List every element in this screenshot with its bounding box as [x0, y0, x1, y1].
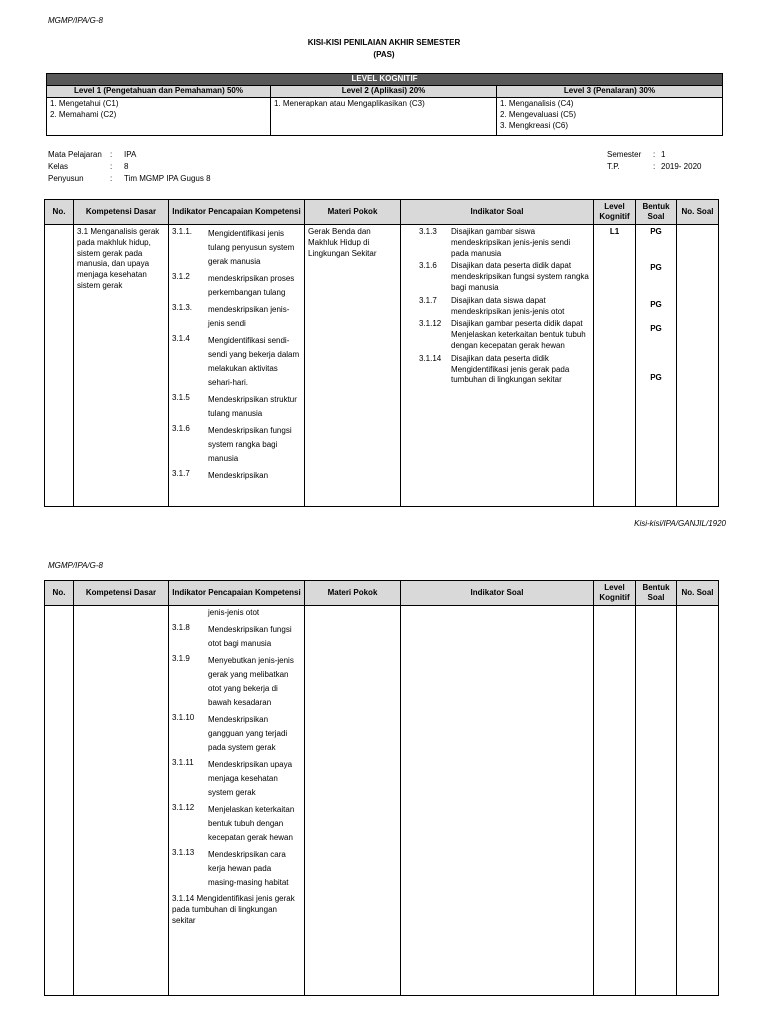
- level-item: 1. Menganalisis (C4): [500, 99, 574, 108]
- ipk-item: 3.1.11 Mendeskripsikan upaya menjaga kesehatan system gerak: [172, 758, 293, 797]
- level-item: 3. Mengkreasi (C6): [500, 120, 569, 130]
- ipk-item: 3.1.6 Mendeskripsikan fungsi system rangka bagi manusia: [172, 424, 292, 463]
- ipk-item: 3.1.8 Mendeskripsikan fungsi otot bagi manusia: [172, 623, 292, 648]
- cell-kompetensi-dasar: [74, 225, 169, 507]
- tp-value: 2019- 2020: [661, 162, 702, 171]
- col-header-nosoal: No. Soal: [677, 581, 719, 606]
- col-header-level: Level Kognitif: [594, 581, 636, 606]
- level-item: 1. Mengetahui (C1): [50, 99, 119, 108]
- ipk-continued: jenis-jenis otot: [208, 608, 260, 617]
- col-header-materi: Materi Pokok: [305, 581, 401, 606]
- col-header-no: No.: [45, 581, 74, 606]
- cell-ipk: [169, 606, 305, 996]
- cell-materi-pokok: [305, 606, 401, 996]
- ipk-item: 3.1.5 Mendeskripsikan struktur tulang manusia: [172, 393, 297, 418]
- cell-level-kognitif: [594, 606, 636, 996]
- level-2-header: Level 2 (Aplikasi) 20%: [271, 86, 497, 98]
- semester-value: 1: [661, 150, 666, 159]
- col-header-ipk: Indikator Pencapaian Kompetensi: [169, 200, 305, 225]
- cell-indikator-soal: [401, 225, 594, 507]
- level-band-header: LEVEL KOGNITIF: [47, 74, 723, 86]
- cell-no-soal: [677, 225, 719, 507]
- cell-bentuk-soal: [636, 606, 677, 996]
- kisi-kisi-table-page-1: [44, 199, 719, 507]
- col-header-nosoal: No. Soal: [677, 200, 719, 225]
- level-3-header: Level 3 (Penalaran) 30%: [497, 86, 723, 98]
- cell-no: [45, 606, 74, 996]
- ipk-item: 3.1.7 Mendeskripsikan: [172, 469, 269, 480]
- semester-label: Semester: [607, 150, 642, 159]
- level-kognitif-table: [46, 73, 723, 136]
- materi-text: Gerak Benda dan Makhluk Hidup di Lingkungan Sekitar: [308, 227, 377, 258]
- level-item: 2. Mengevaluasi (C5): [500, 109, 577, 119]
- ipk-item: 3.1.4 Mengidentifikasi sendi-sendi yang bekerja dalam melakukan aktivitas sehari-hari.: [172, 334, 300, 387]
- cell-no: [45, 225, 74, 507]
- level-3-items: [497, 98, 723, 136]
- bentuk-value: PG: [650, 324, 662, 333]
- ipk-item: 3.1.10 Mendeskripsikan gangguan yang terjadi pada system gerak: [172, 713, 288, 752]
- title-line-1: KISI-KISI PENILAIAN AKHIR SEMESTER: [307, 38, 461, 47]
- penyusun-label: Penyusun: [48, 174, 84, 183]
- mapel-value: IPA: [124, 150, 137, 159]
- cell-kompetensi-dasar: [74, 606, 169, 996]
- bentuk-value: PG: [650, 300, 662, 309]
- col-header-indikator-soal: Indikator Soal: [401, 581, 594, 606]
- indikator-soal-item: 3.1.14 Disajikan data peserta didik Mengidentifikasi jenis gerak pada tumbuhan di lingkungan sekitar: [419, 353, 570, 385]
- penyusun-value: Tim MGMP IPA Gugus 8: [124, 174, 211, 183]
- indikator-soal-item: 3.1.12 Disajikan gambar peserta didik dapat Menjelaskan keterkaitan bentuk tubuh dengan kecepatan gerak hewan: [419, 319, 586, 350]
- cell-indikator-soal: [401, 606, 594, 996]
- header-code-page-2: MGMP/IPA/G-8: [48, 561, 103, 570]
- mapel-label: Mata Pelajaran: [48, 150, 102, 159]
- level-item: 2. Memahami (C2): [50, 109, 117, 119]
- level-1-header: Level 1 (Pengetahuan dan Pemahaman) 50%: [47, 86, 271, 98]
- title-line-2: (PAS): [373, 49, 395, 59]
- indikator-soal-item: 3.1.7 Disajikan data siswa dapat mendeskripsikan jenis-jenis otot: [419, 295, 565, 316]
- ipk-item: 3.1.9 Menyebutkan jenis-jenis gerak yang melibatkan otot yang bekerja di bawah kesadaran: [172, 654, 294, 707]
- col-header-kd: Kompetensi Dasar: [74, 581, 169, 606]
- col-header-ipk: Indikator Pencapaian Kompetensi: [169, 581, 305, 606]
- col-header-no: No.: [45, 200, 74, 225]
- col-header-indikator-soal: Indikator Soal: [401, 200, 594, 225]
- col-header-bentuk: Bentuk Soal: [636, 200, 677, 225]
- kd-text: 3.1 Menganalisis gerak pada makhluk hidup, sistem gerak pada manusia, dan upaya menjaga kesehatan sistem gerak: [77, 227, 160, 290]
- indikator-soal-item: 3.1.3 Disajikan gambar siswa mendeskripsikan jenis-jenis sendi pada manusia: [419, 227, 571, 258]
- ipk-item: 3.1.13 Mendeskripsikan cara kerja hewan pada masing-masing habitat: [172, 848, 289, 887]
- ipk-item-last: 3.1.14 Mengidentifikasi jenis gerak pada tumbuhan di lingkungan sekitar: [172, 894, 295, 926]
- level-item: 1. Menerapkan atau Mengaplikasikan (C3): [274, 99, 425, 108]
- semester-info: Semester : 1 T.P. : 2019- 2020: [607, 150, 702, 171]
- kelas-label: Kelas: [48, 162, 69, 171]
- footer-code: Kisi-kisi/IPA/GANJIL/1920: [634, 519, 726, 528]
- ipk-item: 3.1.2 mendeskripsikan proses perkembangan tulang: [172, 272, 295, 297]
- cell-no-soal: [677, 606, 719, 996]
- cell-ipk: [169, 225, 305, 507]
- cell-level-kognitif: [594, 225, 636, 507]
- col-header-materi: Materi Pokok: [305, 200, 401, 225]
- header-code: MGMP/IPA/G-8: [48, 16, 103, 25]
- kisi-kisi-table-page-2: [44, 580, 719, 996]
- cell-bentuk-soal: [636, 225, 677, 507]
- kelas-value: 8: [124, 162, 129, 171]
- level-2-items: [271, 98, 497, 136]
- cell-materi-pokok: [305, 225, 401, 507]
- indikator-soal-item: 3.1.6 Disajikan data peserta didik dapat mendeskripsikan fungsi system rangka bagi manusia: [419, 261, 589, 292]
- col-header-bentuk: Bentuk Soal: [636, 581, 677, 606]
- level-1-items: [47, 98, 271, 136]
- ipk-item: 3.1.1. Mengidentifikasi jenis tulang penyusun system gerak manusia: [172, 227, 295, 266]
- level-value: L1: [609, 227, 620, 236]
- col-header-kd: Kompetensi Dasar: [74, 200, 169, 225]
- col-header-level: Level Kognitif: [594, 200, 636, 225]
- bentuk-value: PG: [650, 227, 662, 236]
- document-title: [0, 37, 768, 60]
- ipk-item: 3.1.3. mendeskripsikan jenis-jenis sendi: [172, 303, 290, 328]
- tp-label: T.P.: [607, 162, 620, 171]
- subject-info: Mata Pelajaran : IPA Kelas : 8 Penyusun : Tim MGMP IPA Gugus 8: [48, 150, 211, 183]
- bentuk-value: PG: [650, 263, 662, 272]
- bentuk-value: PG: [650, 373, 662, 382]
- ipk-item: 3.1.12 Menjelaskan keterkaitan bentuk tubuh dengan kecepatan gerak hewan: [172, 803, 295, 842]
